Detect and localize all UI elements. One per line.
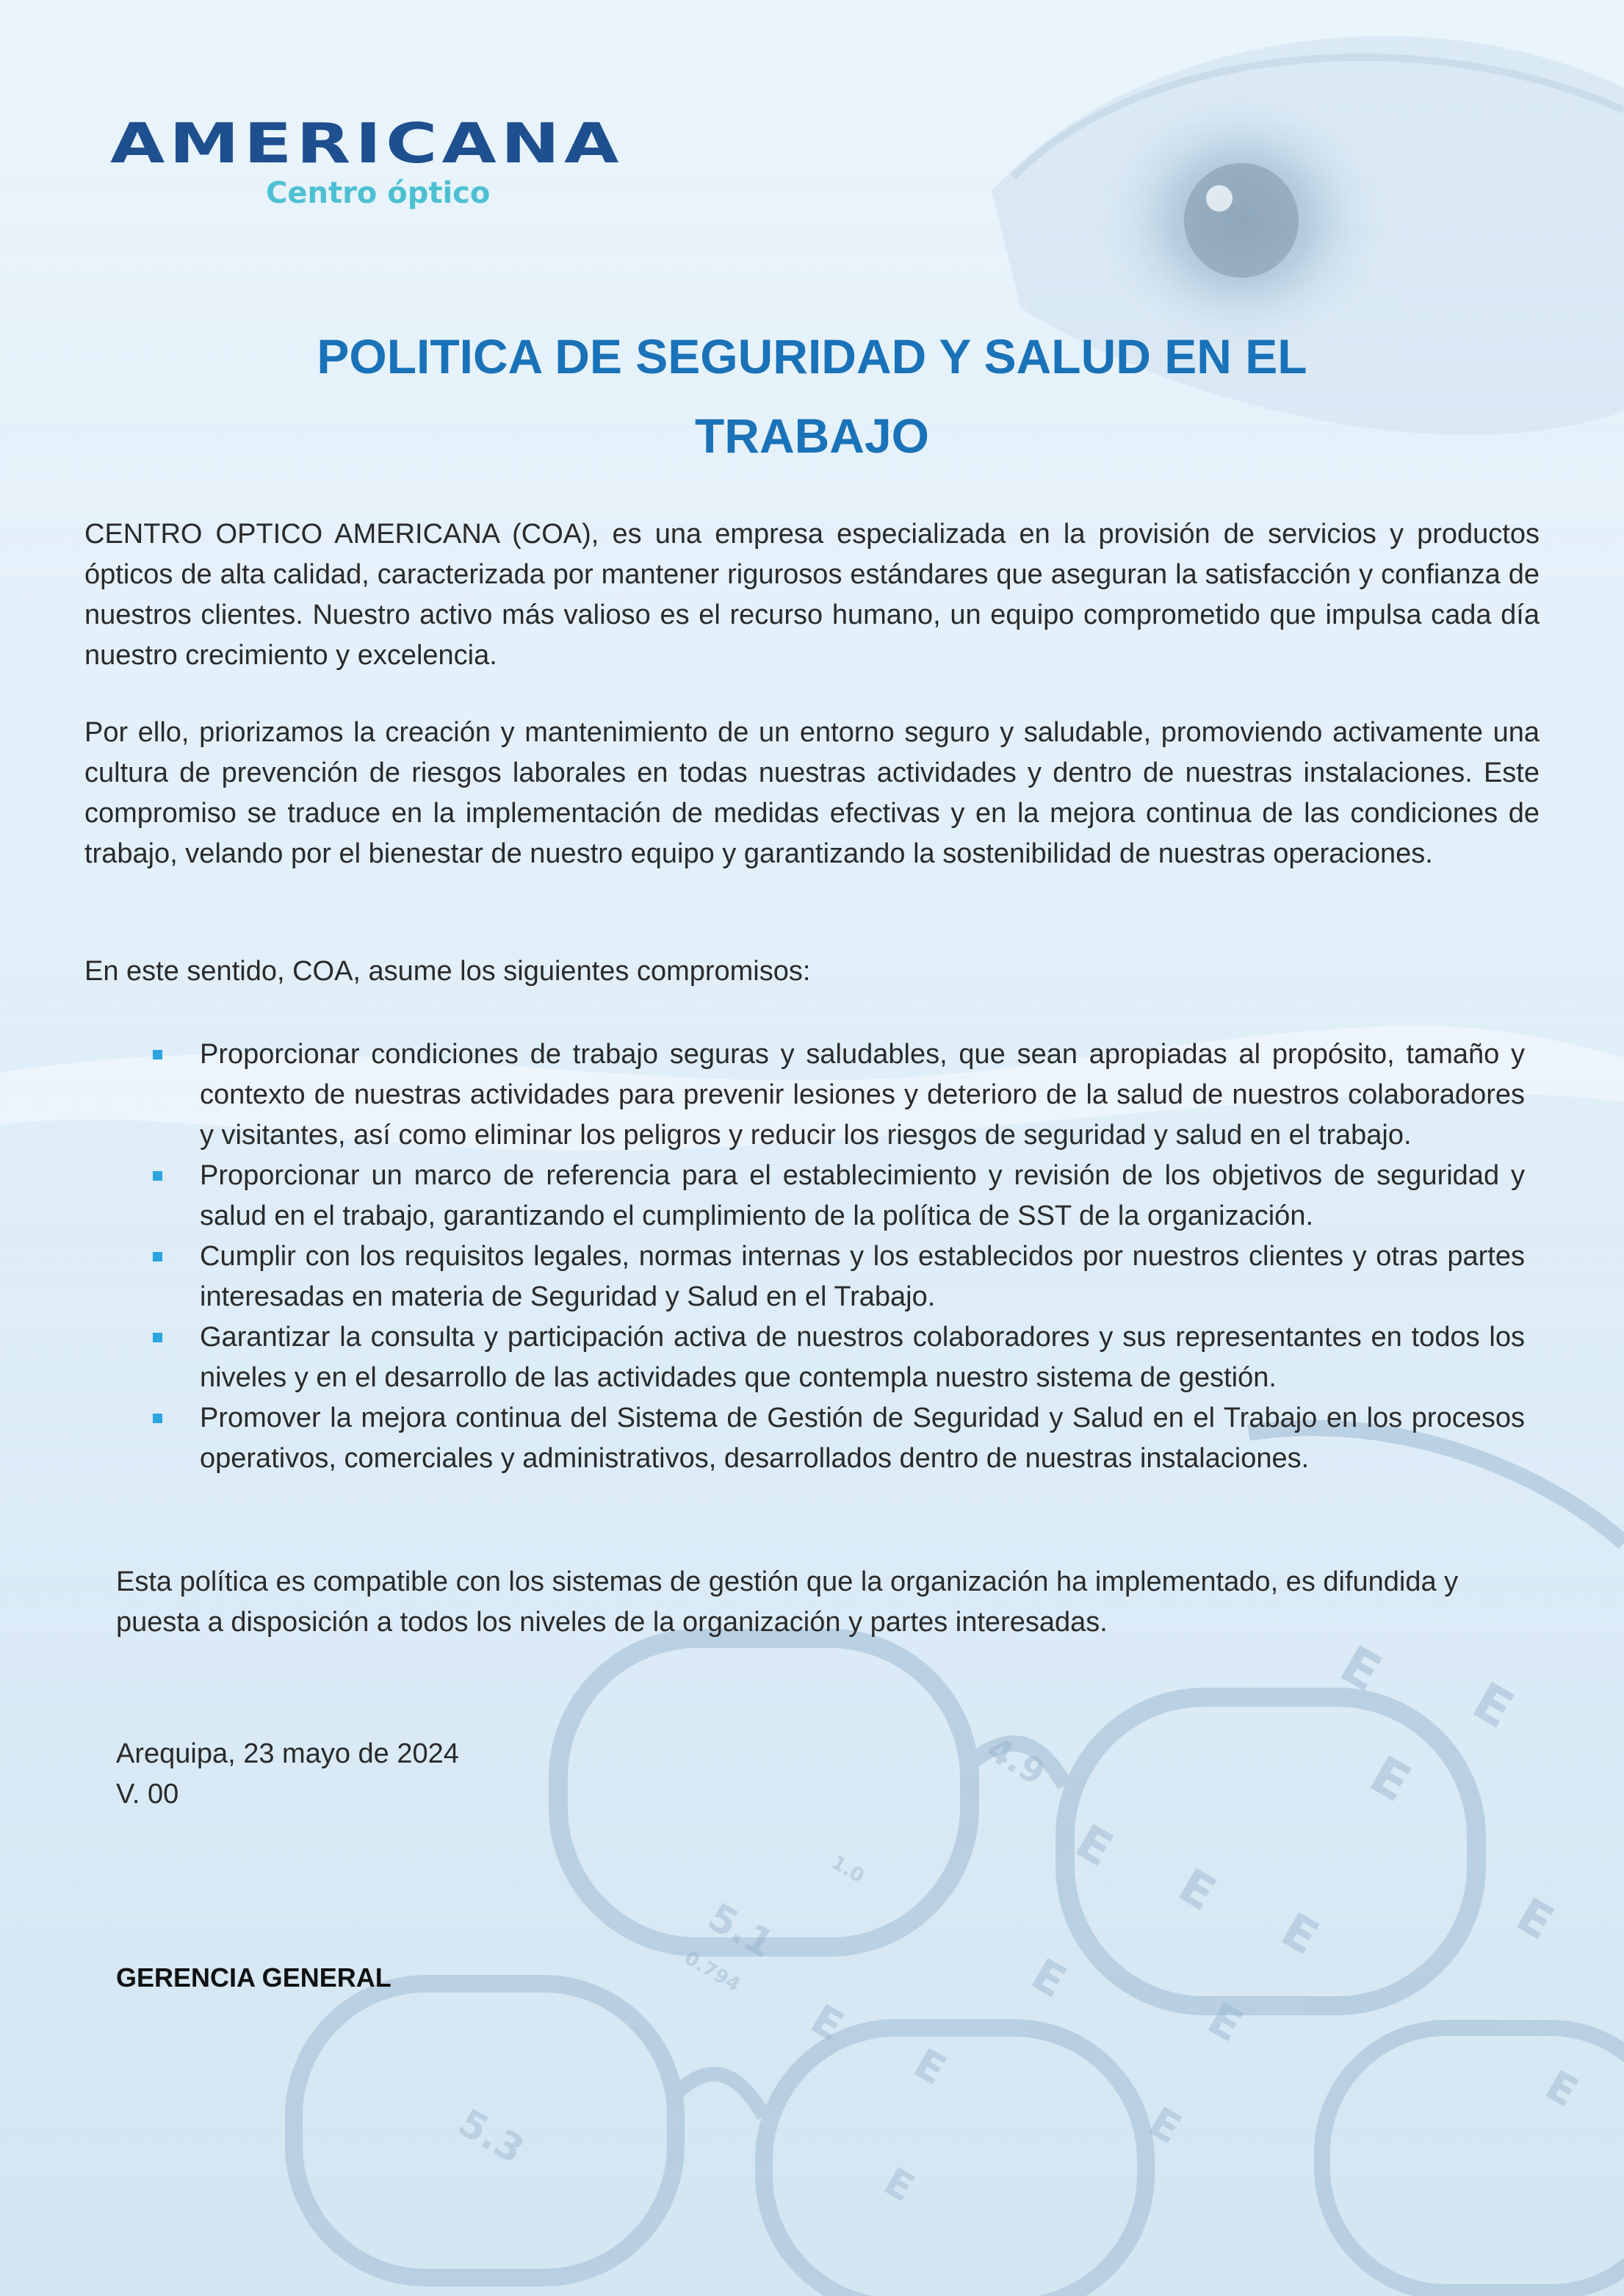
bullet-square-icon (153, 1414, 162, 1423)
commitment-text: Cumplir con los requisitos legales, normas internas y los establecidos por nuestros clientes y otras partes interesadas en materia de Seguridad y Salud en el Trabajo. (200, 1241, 1525, 1312)
svg-text:5.1: 5.1 (700, 1895, 782, 1968)
commitment-text: Proporcionar condiciones de trabajo seguras y saludables, que sean apropiadas al propósito, tamaño y contexto de nuestras actividades para prevenir lesiones y deterioro de la salud de nuestros colaboradores y visitantes, así como eliminar los peligros y reducir los riesgos de seguridad y salud en el trabajo. (200, 1039, 1525, 1151)
place-date: Arequipa, 23 mayo de 2024 (116, 1738, 459, 1769)
list-item (147, 1156, 1525, 1237)
page-title-line-2: TRABAJO (694, 409, 929, 463)
svg-text:E: E (1360, 1743, 1421, 1814)
svg-text:0.794: 0.794 (680, 1947, 744, 1997)
svg-text:5.3: 5.3 (450, 2101, 532, 2173)
commitment-text: Proporcionar un marco de referencia para el establecimiento y revisión de los objetivos de seguridad y salud en el trabajo, garantizando el cumplimiento de la política de SST de la organización. (200, 1160, 1525, 1231)
list-item (147, 1034, 1525, 1156)
version-label: V. 00 (116, 1779, 179, 1810)
bullet-square-icon (153, 1171, 162, 1181)
signature-block: GERENCIA GENERAL (116, 1962, 391, 1993)
svg-text:E: E (1022, 1948, 1075, 2009)
svg-text:E: E (1067, 1814, 1122, 1878)
bullet-square-icon (153, 1252, 162, 1262)
bullet-square-icon (153, 1050, 162, 1059)
closing-paragraph: Esta política es compatible con los sistemas de gestión que la organización ha implementado, es difundida y puesta a disposición a todos los niveles de la organización y partes interesadas. (116, 1566, 1459, 1638)
svg-text:E: E (1199, 1993, 1252, 2053)
svg-text:E: E (1330, 1633, 1391, 1704)
svg-text:1.0: 1.0 (827, 1851, 868, 1888)
list-item (147, 1317, 1525, 1398)
svg-text:E: E (1537, 2061, 1586, 2117)
svg-text:E: E (1141, 2098, 1189, 2154)
list-item (147, 1237, 1525, 1317)
list-item (147, 1398, 1525, 1479)
svg-text:E: E (1462, 1670, 1523, 1741)
svg-text:4.9: 4.9 (980, 1728, 1053, 1793)
svg-text:E: E (1272, 1902, 1327, 1966)
page-title-line-1: POLITICA DE SEGURIDAD Y SALUD EN EL (317, 329, 1307, 384)
intro-paragraph: CENTRO OPTICO AMERICANA (COA), es una empresa especializada en la provisión de servicios y productos ópticos de alta calidad, caracterizada por mantener rigurosos estándares que aseguran la satisfacción y confianza de nuestros clientes. Nuestro activo más valioso es el recurso humano, un equipo comprometido que impulsa cada día nuestro crecimiento y excelencia. (84, 519, 1540, 671)
company-logo (110, 111, 624, 210)
svg-text:E: E (1169, 1858, 1224, 1922)
commitment-text: Promover la mejora continua del Sistema de Gestión de Seguridad y Salud en el Trabajo en los procesos operativos, comerciales y administrativos, desarrollados dentro de nuestras instalaciones. (200, 1403, 1525, 1474)
commitments-list (147, 1034, 1525, 1479)
svg-text:E: E (876, 2159, 922, 2212)
bullet-square-icon (153, 1333, 162, 1342)
logo-tagline: Centro óptico (266, 176, 491, 210)
logo-brand-text: AMERICANA (110, 111, 624, 176)
commitment-text: Garantizar la consulta y participación activa de nuestros colaboradores y sus representantes en todos los niveles y en el desarrollo de las actividades que contempla nuestro sistema de gestión. (200, 1322, 1525, 1393)
svg-text:E: E (906, 2039, 954, 2095)
commitments-intro: En este sentido, COA, asume los siguientes compromisos: (84, 956, 811, 987)
priority-paragraph: Por ello, priorizamos la creación y mantenimiento de un entorno seguro y saludable, promoviendo activamente una cultura de prevención de riesgos laborales en todas nuestras actividades y dentro de nuestras instalaciones. Este compromiso se traduce en la implementación de medidas efectivas y en la mejora continua de las condiciones de trabajo, velando por el bienestar de nuestro equipo y garantizando la sostenibilidad de nuestras operaciones. (84, 717, 1540, 869)
svg-text:E: E (803, 1995, 851, 2051)
svg-text:E: E (1507, 1887, 1562, 1951)
